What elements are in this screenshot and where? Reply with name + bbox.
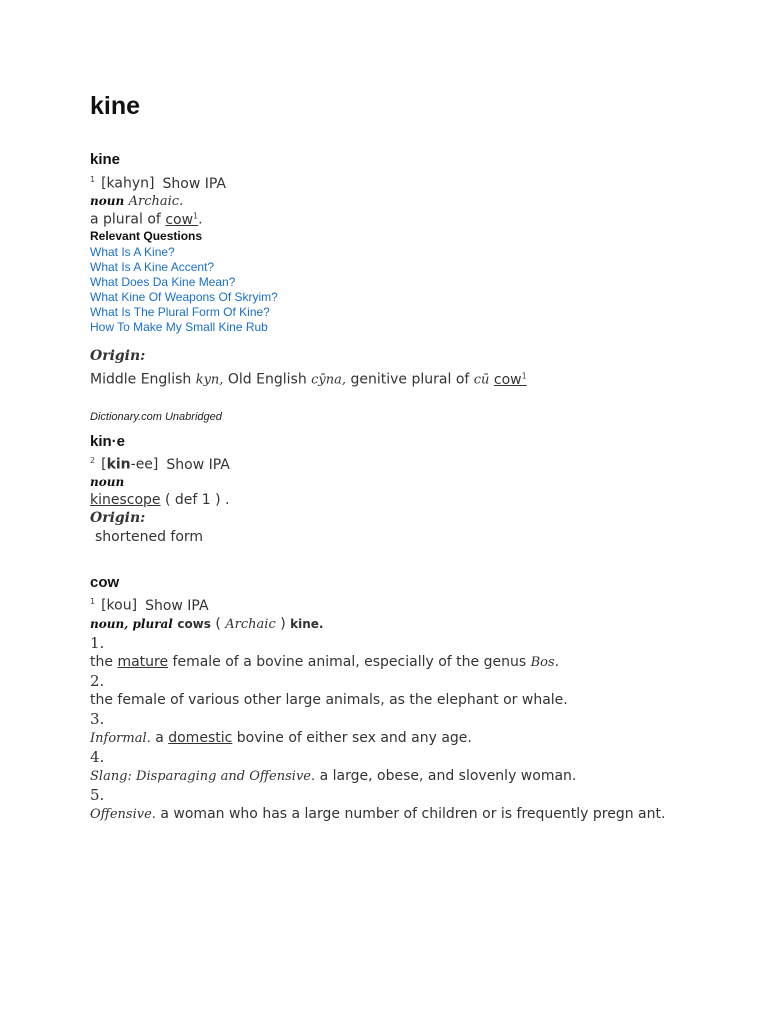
sense-number: 3. [90,710,105,728]
definition-suffix: . [198,211,203,228]
sense-text: the female of various other large animals, as the elephant or whale. [90,692,568,708]
sense-text: the [90,654,113,670]
cow-link-sup[interactable]: 1 [193,211,199,220]
cow-link[interactable] [165,212,198,228]
origin-text: shortened form [95,529,204,545]
definition [90,211,203,228]
paren-close: ) [280,616,286,632]
origin-label: Origin: [90,510,146,526]
pronunciation-open: [ [101,456,107,473]
sense-text-tail: . [554,654,560,670]
show-ipa-button[interactable]: Show IPA [162,175,226,192]
show-ipa-button[interactable]: Show IPA [166,456,230,473]
usage-label: Slang: Disparaging and Offensive. [90,769,316,784]
related-question-link[interactable]: What Is The Plural Form Of Kine? [90,305,270,319]
related-question-link[interactable]: What Does Da Kine Mean? [90,275,236,289]
sense-text: a woman who has a large number of children or is frequently pregn ant. [160,806,666,822]
definition [90,492,230,508]
sense-definition [90,653,690,672]
mature-link[interactable]: mature [117,654,169,670]
origin-word: cū [473,372,490,388]
cow-link-text[interactable]: cow [165,211,194,228]
kinescope-link[interactable]: kinescope [90,492,161,508]
sense-definition [90,729,690,748]
sense-number: 4. [90,748,105,766]
sense-definition [90,691,690,710]
sense-definition [90,767,690,786]
part-of-speech: noun [90,475,125,489]
pronunciation: [kahyn] [101,175,155,192]
sense-text: a [155,730,164,746]
part-of-speech-line [90,616,323,632]
sense-text: female of a bovine animal, especially of the genus [172,654,527,670]
part-of-speech-line [90,474,124,490]
homograph-number: 1 [90,175,96,184]
genus-name: Bos [530,655,555,670]
headword-kine-2: kin·e [90,433,126,450]
homograph-number: 2 [90,456,96,465]
pronunciation: [kou] [101,597,138,614]
related-question-link[interactable]: What Kine Of Weapons Of Skryim? [90,290,278,304]
pronunciation-rest: -ee] [130,456,159,473]
part-of-speech: noun, plural [90,617,173,631]
origin-part: Old English [227,371,307,388]
origin-label: Origin: [90,348,146,364]
homograph-number: 1 [90,597,96,606]
usage-label: Offensive. [90,807,156,822]
sense-definition [90,805,680,824]
usage-label: Archaic [225,617,276,632]
cow-origin-link-text[interactable]: cow [493,371,522,388]
headword-kine: kine [90,151,121,168]
part-of-speech: noun [90,194,125,208]
cow-origin-link-sup[interactable]: 1 [521,371,527,380]
page-title: kine [90,92,141,120]
sense-number: 2. [90,672,105,690]
origin-word: kyn, [195,372,224,388]
sense-number: 1. [90,634,105,652]
pronunciation-line [90,456,230,473]
source-attribution: Dictionary.com Unabridged [90,411,222,423]
definition-text: a plural of [90,211,161,228]
plural-form: kine. [290,617,324,631]
origin-part: Middle English [90,371,192,388]
related-question-link[interactable]: What Is A Kine Accent? [90,260,215,274]
plural-form: cows [177,617,211,631]
show-ipa-button[interactable]: Show IPA [145,597,209,614]
sense-number: 5. [90,786,105,804]
origin-text [90,371,527,388]
part-of-speech-line [90,193,183,209]
usage-label: Archaic. [128,194,184,209]
pronunciation-line [90,597,209,614]
origin-word: cȳna, [311,372,347,388]
sense-text: bovine of either sex and any age. [236,730,472,746]
pronunciation-line [90,175,226,192]
pronunciation-stressed: kin [106,456,131,473]
usage-label: Informal. [90,731,151,746]
domestic-link[interactable]: domestic [168,730,233,746]
related-questions-heading: Relevant Questions [90,229,203,243]
headword-cow: cow [90,574,120,591]
related-question-link[interactable]: What Is A Kine? [90,245,175,259]
origin-part: genitive plural of [350,371,470,388]
definition-rest: ( def 1 ) . [165,492,230,508]
sense-text: a large, obese, and slovenly woman. [319,768,577,784]
paren-open: ( [215,616,221,632]
cow-origin-link[interactable] [494,372,527,388]
related-question-link[interactable]: How To Make My Small Kine Rub [90,320,268,334]
